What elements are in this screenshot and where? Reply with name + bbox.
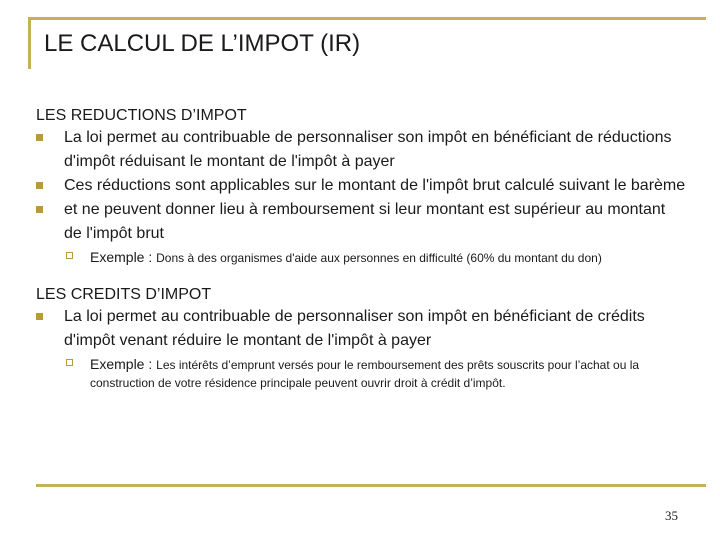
example-item: [36, 248, 686, 267]
bullet-text: et ne peuvent donner lieu à remboursement si leur montant est supérieur au montant de l'impôt brut: [64, 201, 666, 242]
bullet-text: La loi permet au contribuable de personnaliser son impôt en bénéficiant de réductions d'impôt réduisant le montant de l'impôt à payer: [64, 129, 672, 170]
list-item: [36, 174, 686, 198]
example-text: Dons à des organismes d'aide aux personnes en difficulté (60% du montant du don): [156, 251, 602, 265]
example-lead: Exemple :: [90, 249, 157, 265]
bullet-text: La loi permet au contribuable de personnaliser son impôt en bénéficiant de crédits d'impôt venant réduire le montant de l'impôt à payer: [64, 308, 645, 349]
example-item: [36, 355, 686, 392]
square-bullet-icon: [36, 206, 43, 213]
page-number: 35: [665, 508, 678, 523]
bullet-text: Ces réductions sont applicables sur le montant de l'impôt brut calculé suivant le barème: [64, 177, 686, 194]
bullet-list: [36, 305, 686, 353]
square-bullet-icon: [36, 313, 43, 320]
section-heading: LES CREDITS D’IMPOT: [36, 286, 212, 303]
example-lead: Exemple :: [90, 356, 157, 372]
example-text: Les intérêts d’emprunt versés pour le remboursement des prêts souscrits pour l’achat ou la construction de votre résidence principale peuvent ouvrir droit à crédit d’impôt.: [90, 358, 640, 390]
list-item: [36, 305, 686, 353]
section-credits: [36, 285, 686, 392]
slide-content: [36, 106, 686, 392]
square-bullet-icon: [36, 134, 43, 141]
list-item: [36, 126, 686, 174]
slide-title: LE CALCUL DE L’IMPOT (IR): [44, 30, 361, 57]
square-bullet-icon: [36, 182, 43, 189]
hollow-square-bullet-icon: [66, 252, 73, 259]
section-heading: LES REDUCTIONS D’IMPOT: [36, 107, 247, 124]
list-item: [36, 198, 686, 246]
section-reductions: [36, 106, 686, 267]
footer-divider: [36, 484, 706, 487]
bullet-list: [36, 126, 686, 246]
hollow-square-bullet-icon: [66, 359, 73, 366]
